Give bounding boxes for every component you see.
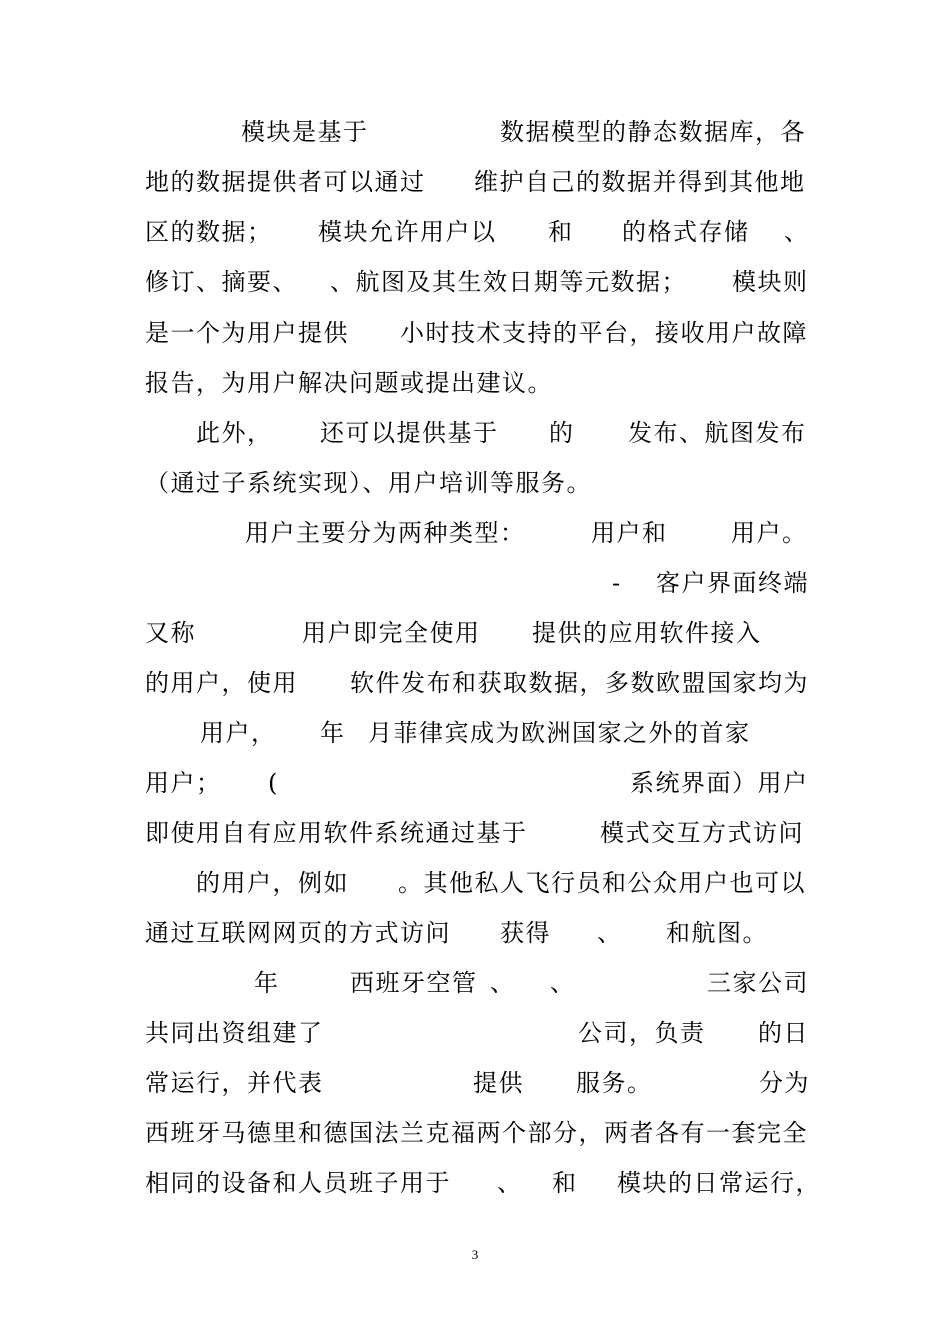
text-line xyxy=(0,262,809,302)
text-segment: 西班牙马德里和德国法兰克福两个部分，两者各有一套完全 xyxy=(145,1119,808,1147)
text-segment: 用户主要分为两种类型： xyxy=(245,519,526,547)
text-segment: 三家公司 xyxy=(707,969,809,997)
text-line xyxy=(0,463,592,503)
text-segment: 又称 xyxy=(145,619,196,647)
text-segment: 小时技术支持的平台，接收用户故障 xyxy=(400,319,808,347)
text-segment: 相同的设备和人员班子用于 xyxy=(145,1169,451,1197)
text-line xyxy=(0,663,809,703)
text-segment: 的用户，例如 xyxy=(196,869,349,897)
text-segment: 服务。 xyxy=(576,1069,653,1097)
text-line xyxy=(0,863,806,903)
text-segment: 用户； xyxy=(145,769,222,797)
text-segment: 常运行，并代表 xyxy=(145,1069,324,1097)
text-line xyxy=(0,313,808,353)
text-segment: 系统界面）用户 xyxy=(630,769,809,797)
text-segment: 区的数据； xyxy=(145,218,273,246)
text-segment: 西班牙空管 xyxy=(350,969,478,997)
text-line xyxy=(0,713,751,753)
text-segment: 用户即完全使用 xyxy=(302,619,481,647)
text-segment: 、 xyxy=(784,218,810,246)
text-segment: 、 xyxy=(497,1169,523,1197)
text-segment: 软件发布和获取数据，多数欧盟国家均为 xyxy=(350,669,809,697)
text-segment: 公司，负责 xyxy=(578,1019,706,1047)
text-segment: 即使用自有应用软件系统通过基于 xyxy=(145,819,528,847)
text-segment: 的格式存储 xyxy=(622,218,750,246)
text-segment: 模块允许用户以 xyxy=(318,218,497,246)
text-segment: 地的数据提供者可以通过 xyxy=(145,168,426,196)
text-segment: 数据模型的静态数据库，各 xyxy=(500,118,806,146)
text-segment: 的 xyxy=(549,419,575,447)
text-line xyxy=(0,162,806,202)
text-segment: 分为 xyxy=(759,1069,810,1097)
text-segment: 月菲律宾成为欧洲国家之外的首家 xyxy=(368,719,751,747)
text-line xyxy=(0,1163,821,1203)
text-line xyxy=(0,813,804,853)
page-number: 3 xyxy=(471,1247,479,1262)
text-segment: 、 xyxy=(550,969,576,997)
text-line xyxy=(0,563,809,603)
text-line xyxy=(0,513,808,553)
text-segment: - xyxy=(612,569,622,597)
text-segment: 是一个为用户提供 xyxy=(145,319,349,347)
text-segment: 提供的应用软件接入 xyxy=(532,619,762,647)
text-segment: 通过互联网网页的方式访问 xyxy=(145,919,451,947)
text-line xyxy=(0,913,768,953)
text-segment: 修订、摘要、 xyxy=(145,268,298,296)
text-segment: 用户和 xyxy=(591,519,668,547)
text-segment: 和 xyxy=(548,218,574,246)
text-line xyxy=(0,1013,809,1053)
text-segment: 用户。 xyxy=(731,519,808,547)
text-segment: 的用户，使用 xyxy=(145,669,298,697)
text-segment: 提供 xyxy=(473,1069,524,1097)
text-segment: 获得 xyxy=(500,919,551,947)
text-segment: （通过子系统实现）、用户培训等服务。 xyxy=(145,469,592,497)
text-line xyxy=(0,1063,810,1103)
text-segment: 年 xyxy=(320,719,346,747)
text-segment: 、 xyxy=(490,969,516,997)
text-segment: 、航图及其生效日期等元数据； xyxy=(330,268,687,296)
text-segment: 和航图。 xyxy=(666,919,768,947)
text-line xyxy=(0,963,809,1003)
text-line xyxy=(0,413,807,453)
text-line xyxy=(0,212,810,252)
text-segment: 共同出资组建了 xyxy=(145,1019,324,1047)
text-segment: 。其他私人飞行员和公众用户也可以 xyxy=(398,869,806,897)
text-segment: 的日 xyxy=(758,1019,809,1047)
text-line xyxy=(0,112,806,152)
text-segment: 维护自己的数据并得到其他地 xyxy=(474,168,806,196)
text-segment: ( xyxy=(268,769,279,797)
text-segment: 用户， xyxy=(200,719,277,747)
text-segment: 报告，为用户解决问题或提出建议。 xyxy=(145,369,553,397)
text-line xyxy=(0,613,762,653)
text-segment: 还可以提供基于 xyxy=(320,419,499,447)
text-segment: 模块是基于 xyxy=(241,118,369,146)
text-line xyxy=(0,1113,808,1153)
text-segment: 此外， xyxy=(196,419,273,447)
text-segment: 模式交互方式访问 xyxy=(600,819,804,847)
text-line xyxy=(0,363,553,403)
text-segment: 客户界面终端 xyxy=(656,569,809,597)
text-segment: 和 xyxy=(552,1169,578,1197)
text-line xyxy=(0,763,809,803)
text-segment: 发布、航图发布 xyxy=(628,419,807,447)
text-segment: 、 xyxy=(597,919,623,947)
text-segment: 模块的日常运行， xyxy=(617,1169,821,1197)
text-segment: 模块则 xyxy=(732,268,809,296)
text-segment: 年 xyxy=(254,969,280,997)
